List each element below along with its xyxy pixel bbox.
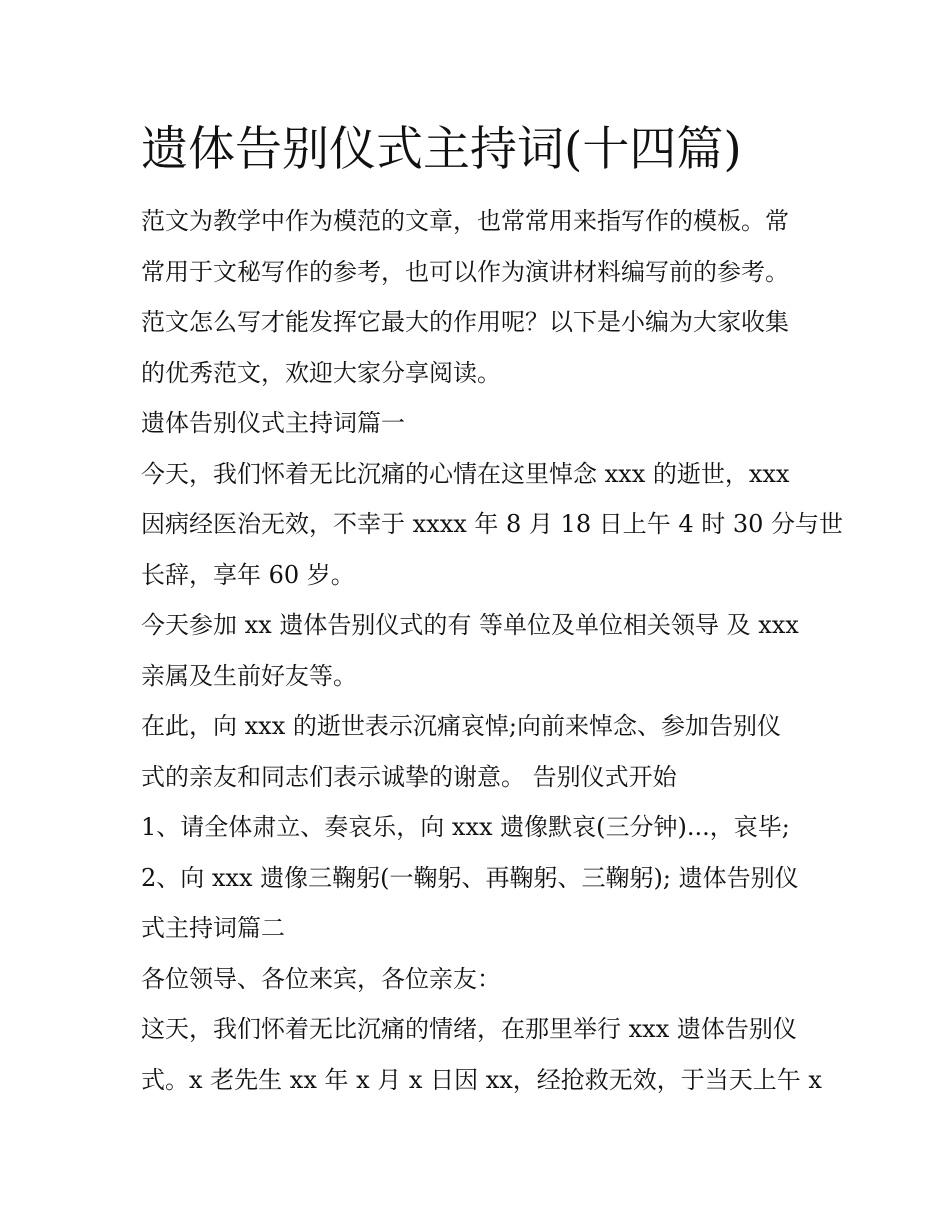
text-line: 今天参加 xx 遗体告别仪式的有 等单位及单位相关领导 及 xxx: [141, 611, 799, 639]
text-line: 1、请全体肃立、奏哀乐，向 xxx 遗像默哀(三分钟)...，哀毕;: [141, 813, 790, 841]
section-heading-1: [141, 398, 821, 449]
text-line: 2、向 xxx 遗像三鞠躬(一鞠躬、再鞠躬、三鞠躬); 遗体告别仪: [141, 863, 799, 892]
paragraph-ceremony: [141, 1004, 821, 1105]
text-line: 遗体告别仪式主持词篇一: [141, 409, 405, 437]
document-title: 遗体告别仪式主持词(十四篇): [141, 122, 742, 177]
text-line: 各位领导、各位来宾，各位亲友：: [141, 964, 501, 993]
text-line: 式的亲友和同志们表示诚挚的谢意。 告别仪式开始: [141, 762, 677, 791]
text-line: 式主持词篇二: [141, 914, 285, 942]
paragraph-intro: [141, 196, 821, 398]
paragraph-attendees: [141, 600, 821, 701]
text-line: 在此，向 xxx 的逝世表示沉痛哀悼;向前来悼念、参加告别仪: [141, 712, 781, 740]
document-page: [141, 118, 844, 1105]
text-line: 亲属及生前好友等。: [141, 661, 357, 690]
text-line: 这天，我们怀着无比沉痛的情绪，在那里举行 xxx 遗体告别仪: [141, 1015, 797, 1043]
paragraph-opening: [141, 449, 844, 601]
text-line: 长辞，享年 60 岁。: [141, 560, 355, 589]
text-line: 今天，我们怀着无比沉痛的心情在这里悼念 xxx 的逝世，xxx: [141, 459, 790, 488]
text-line: 常用于文秘写作的参考，也可以作为演讲材料编写前的参考。: [141, 257, 789, 286]
paragraph-condolence: [141, 701, 821, 802]
list-item-1: [141, 802, 821, 853]
text-line: 因病经医治无效，不幸于 xxxx 年 8 月 18 日上午 4 时 30 分与世: [141, 510, 844, 538]
text-line: 的优秀范文，欢迎大家分享阅读。: [141, 358, 501, 387]
text-line: 式。x 老先生 xx 年 x 月 x 日因 xx，经抢救无效，于当天上午 x: [141, 1065, 822, 1094]
text-line: 范文为教学中作为模范的文章，也常常用来指写作的模板。常: [141, 207, 789, 235]
salutation: [141, 954, 821, 1005]
list-item-2: [141, 853, 821, 954]
text-line: 范文怎么写才能发挥它最大的作用呢？以下是小编为大家收集: [141, 308, 789, 336]
